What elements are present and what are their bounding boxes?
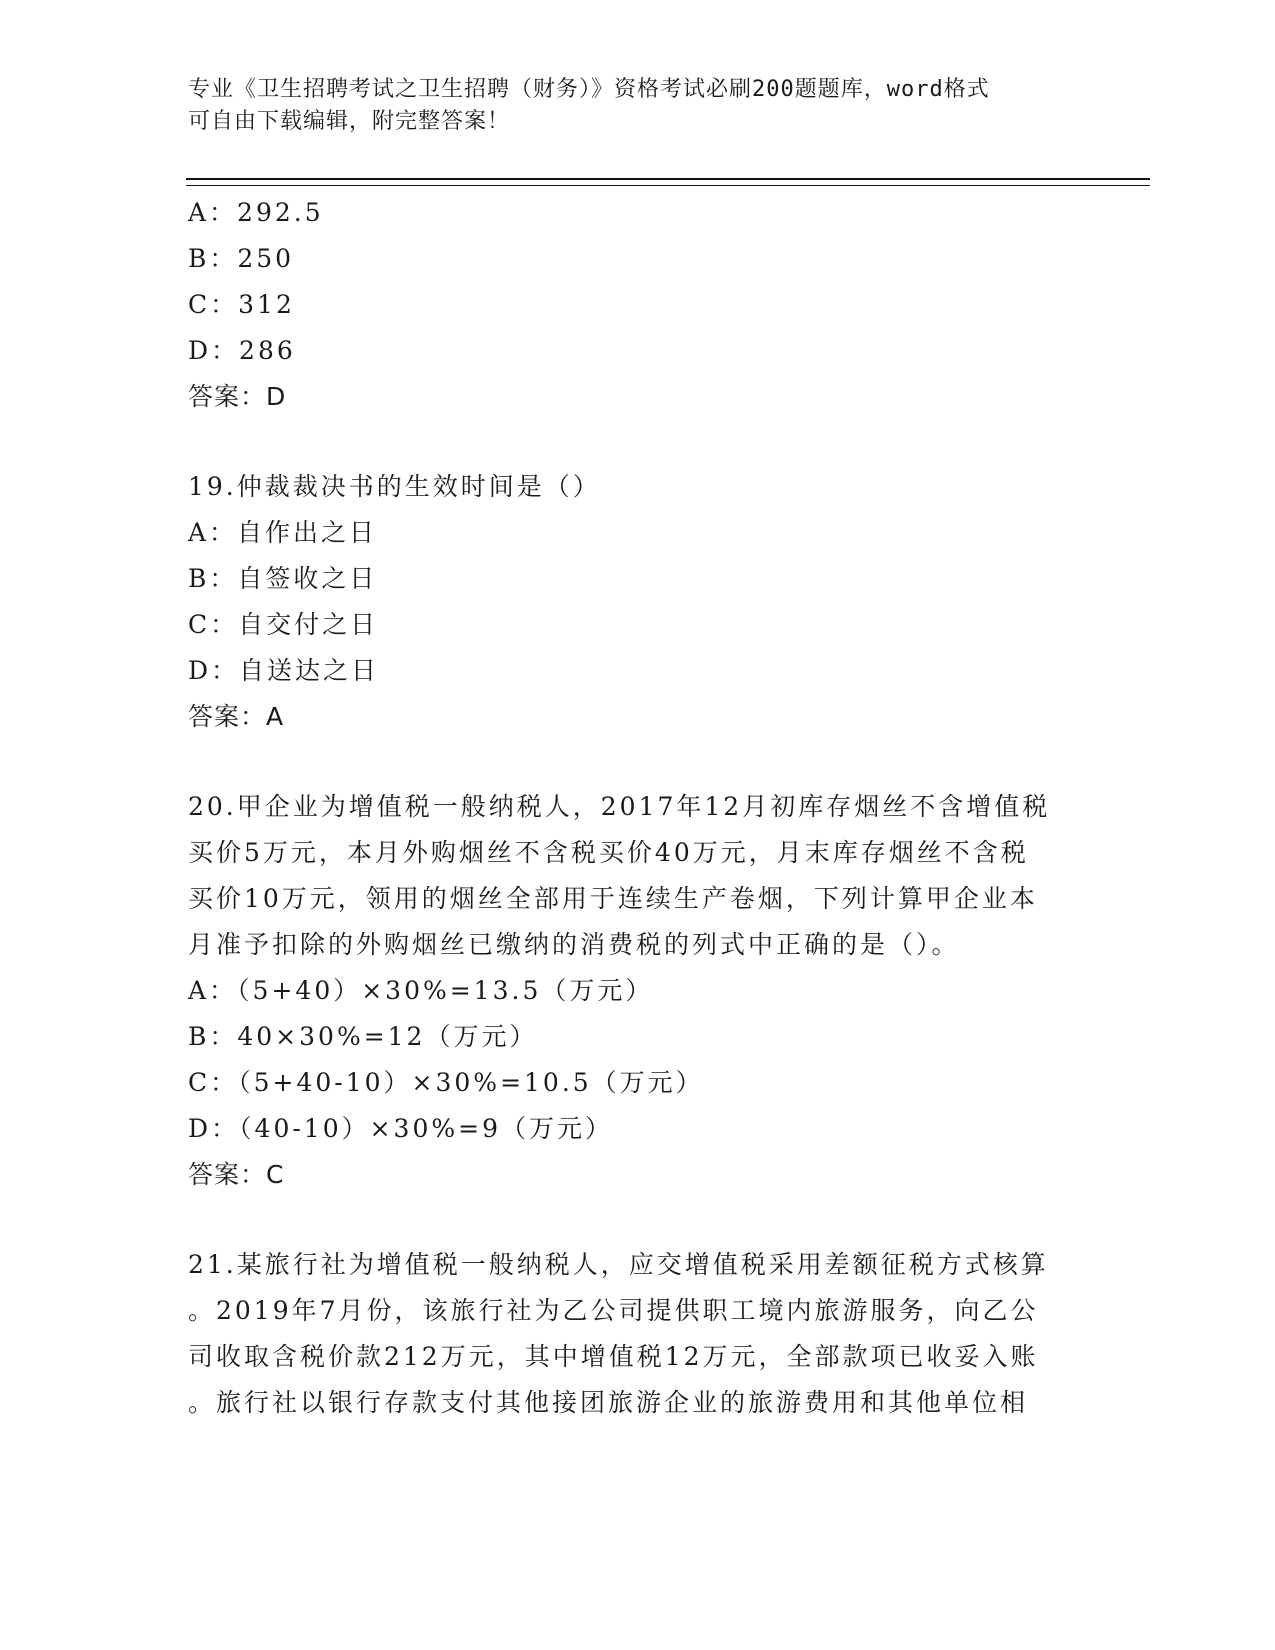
question-stem-line-2: 。2019年7月份，该旅行社为乙公司提供职工境内旅游服务，向乙公 [188,1296,1039,1325]
option-c: C：（5+40-10）×30%=10.5（万元） [188,1068,704,1097]
question-stem-line-1: 21.某旅行社为增值税一般纳税人，应交增值税采用差额征税方式核算 [188,1250,1049,1279]
question-stem-line-4: 月准予扣除的外购烟丝已缴纳的消费税的列式中正确的是（）。 [188,930,960,959]
question-21 [188,1242,1078,1426]
option-d: D：286 [188,336,296,365]
question-19 [188,464,1078,740]
option-b: B：自签收之日 [188,564,378,593]
question-stem: 19.仲裁裁决书的生效时间是（） [188,472,601,501]
question-stem-line-2: 买价5万元，本月外购烟丝不含税买价40万元，月末库存烟丝不含税 [188,838,1029,867]
option-c: C：312 [188,290,295,319]
header-divider [186,178,1150,186]
option-d: D：自送达之日 [188,656,380,685]
question-stem-line-1: 20.甲企业为增值税一般纳税人，2017年12月初库存烟丝不含增值税 [188,792,1051,821]
option-b: B：40×30%=12（万元） [188,1022,538,1051]
answer-line: 答案：C [188,1160,285,1189]
answer-line: 答案：A [188,702,285,731]
question-20 [188,784,1078,1198]
option-c: C：自交付之日 [188,610,379,639]
question-stem-line-3: 司收取含税价款212万元，其中增值税12万元，全部款项已收妥入账 [188,1342,1039,1371]
question-stem-line-4: 。旅行社以银行存款支付其他接团旅游企业的旅游费用和其他单位相 [188,1388,1029,1417]
option-a: A：292.5 [188,198,324,227]
question-18 [188,190,1078,420]
option-d: D：（40-10）×30%=9（万元） [188,1114,613,1143]
option-a: A：自作出之日 [188,518,378,547]
header-title-line-2: 可自由下载编辑，附完整答案！ [188,109,511,134]
page-header [188,74,1068,138]
header-title-line-1: 专业《卫生招聘考试之卫生招聘（财务）》资格考试必刷200题题库，word格式 [188,77,990,102]
question-content [188,190,1078,1426]
option-a: A：（5+40）×30%=13.5（万元） [188,976,654,1005]
question-stem-line-3: 买价10万元，领用的烟丝全部用于连续生产卷烟，下列计算甲企业本 [188,884,1038,913]
answer-line: 答案：D [188,382,287,411]
option-b: B：250 [188,244,295,273]
